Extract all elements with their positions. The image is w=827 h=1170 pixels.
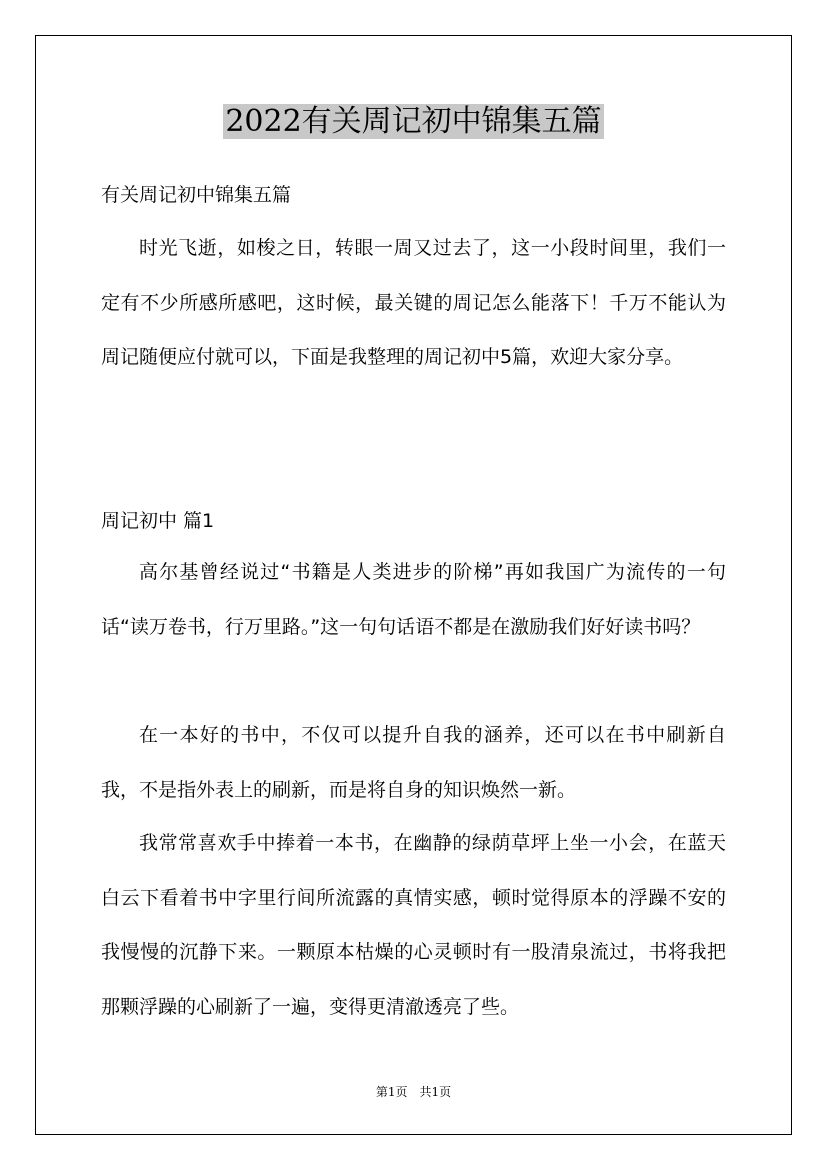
document-title bbox=[0, 100, 827, 144]
page-footer bbox=[0, 1083, 827, 1101]
paragraph-3: 我常常喜欢手中捧着一本书，在幽静的绿荫草坪上坐一小会，在蓝天白云下看着书中字里行间所流露的真情实感，顿时觉得原本的浮躁不安的我慢慢的沉静下来。一颗原本枯燥的心灵顿时有一股清泉流过，书将我把那颗浮躁的心刷新了一遍，变得更清澈透亮了些。 bbox=[101, 832, 726, 1018]
paragraph-1: 高尔基曾经说过“书籍是人类进步的阶梯”再如我国广为流传的一句话“读万卷书，行万里路。”这一句句话语不都是在激励我们好好读书吗？ bbox=[101, 561, 726, 638]
title-text: 2022有关周记初中锦集五篇 bbox=[225, 104, 602, 139]
page-total: 共1页 bbox=[419, 1085, 452, 1099]
document-subtitle: 有关周记初中锦集五篇 bbox=[101, 184, 292, 206]
paragraph-2: 在一本好的书中，不仅可以提升自我的涵养，还可以在书中刷新自我，不是指外表上的刷新，而是将自身的知识焕然一新。 bbox=[101, 724, 726, 801]
section-heading: 周记初中 篇1 bbox=[101, 510, 215, 532]
intro-paragraph: 时光飞逝，如梭之日，转眼一周又过去了，这一小段时间里，我们一定有不少所感所感吧，这时候，最关键的周记怎么能落下！千万不能认为周记随便应付就可以，下面是我整理的周记初中5篇，欢迎大家分享。 bbox=[101, 237, 726, 368]
page-number: 第1页 bbox=[375, 1085, 408, 1099]
